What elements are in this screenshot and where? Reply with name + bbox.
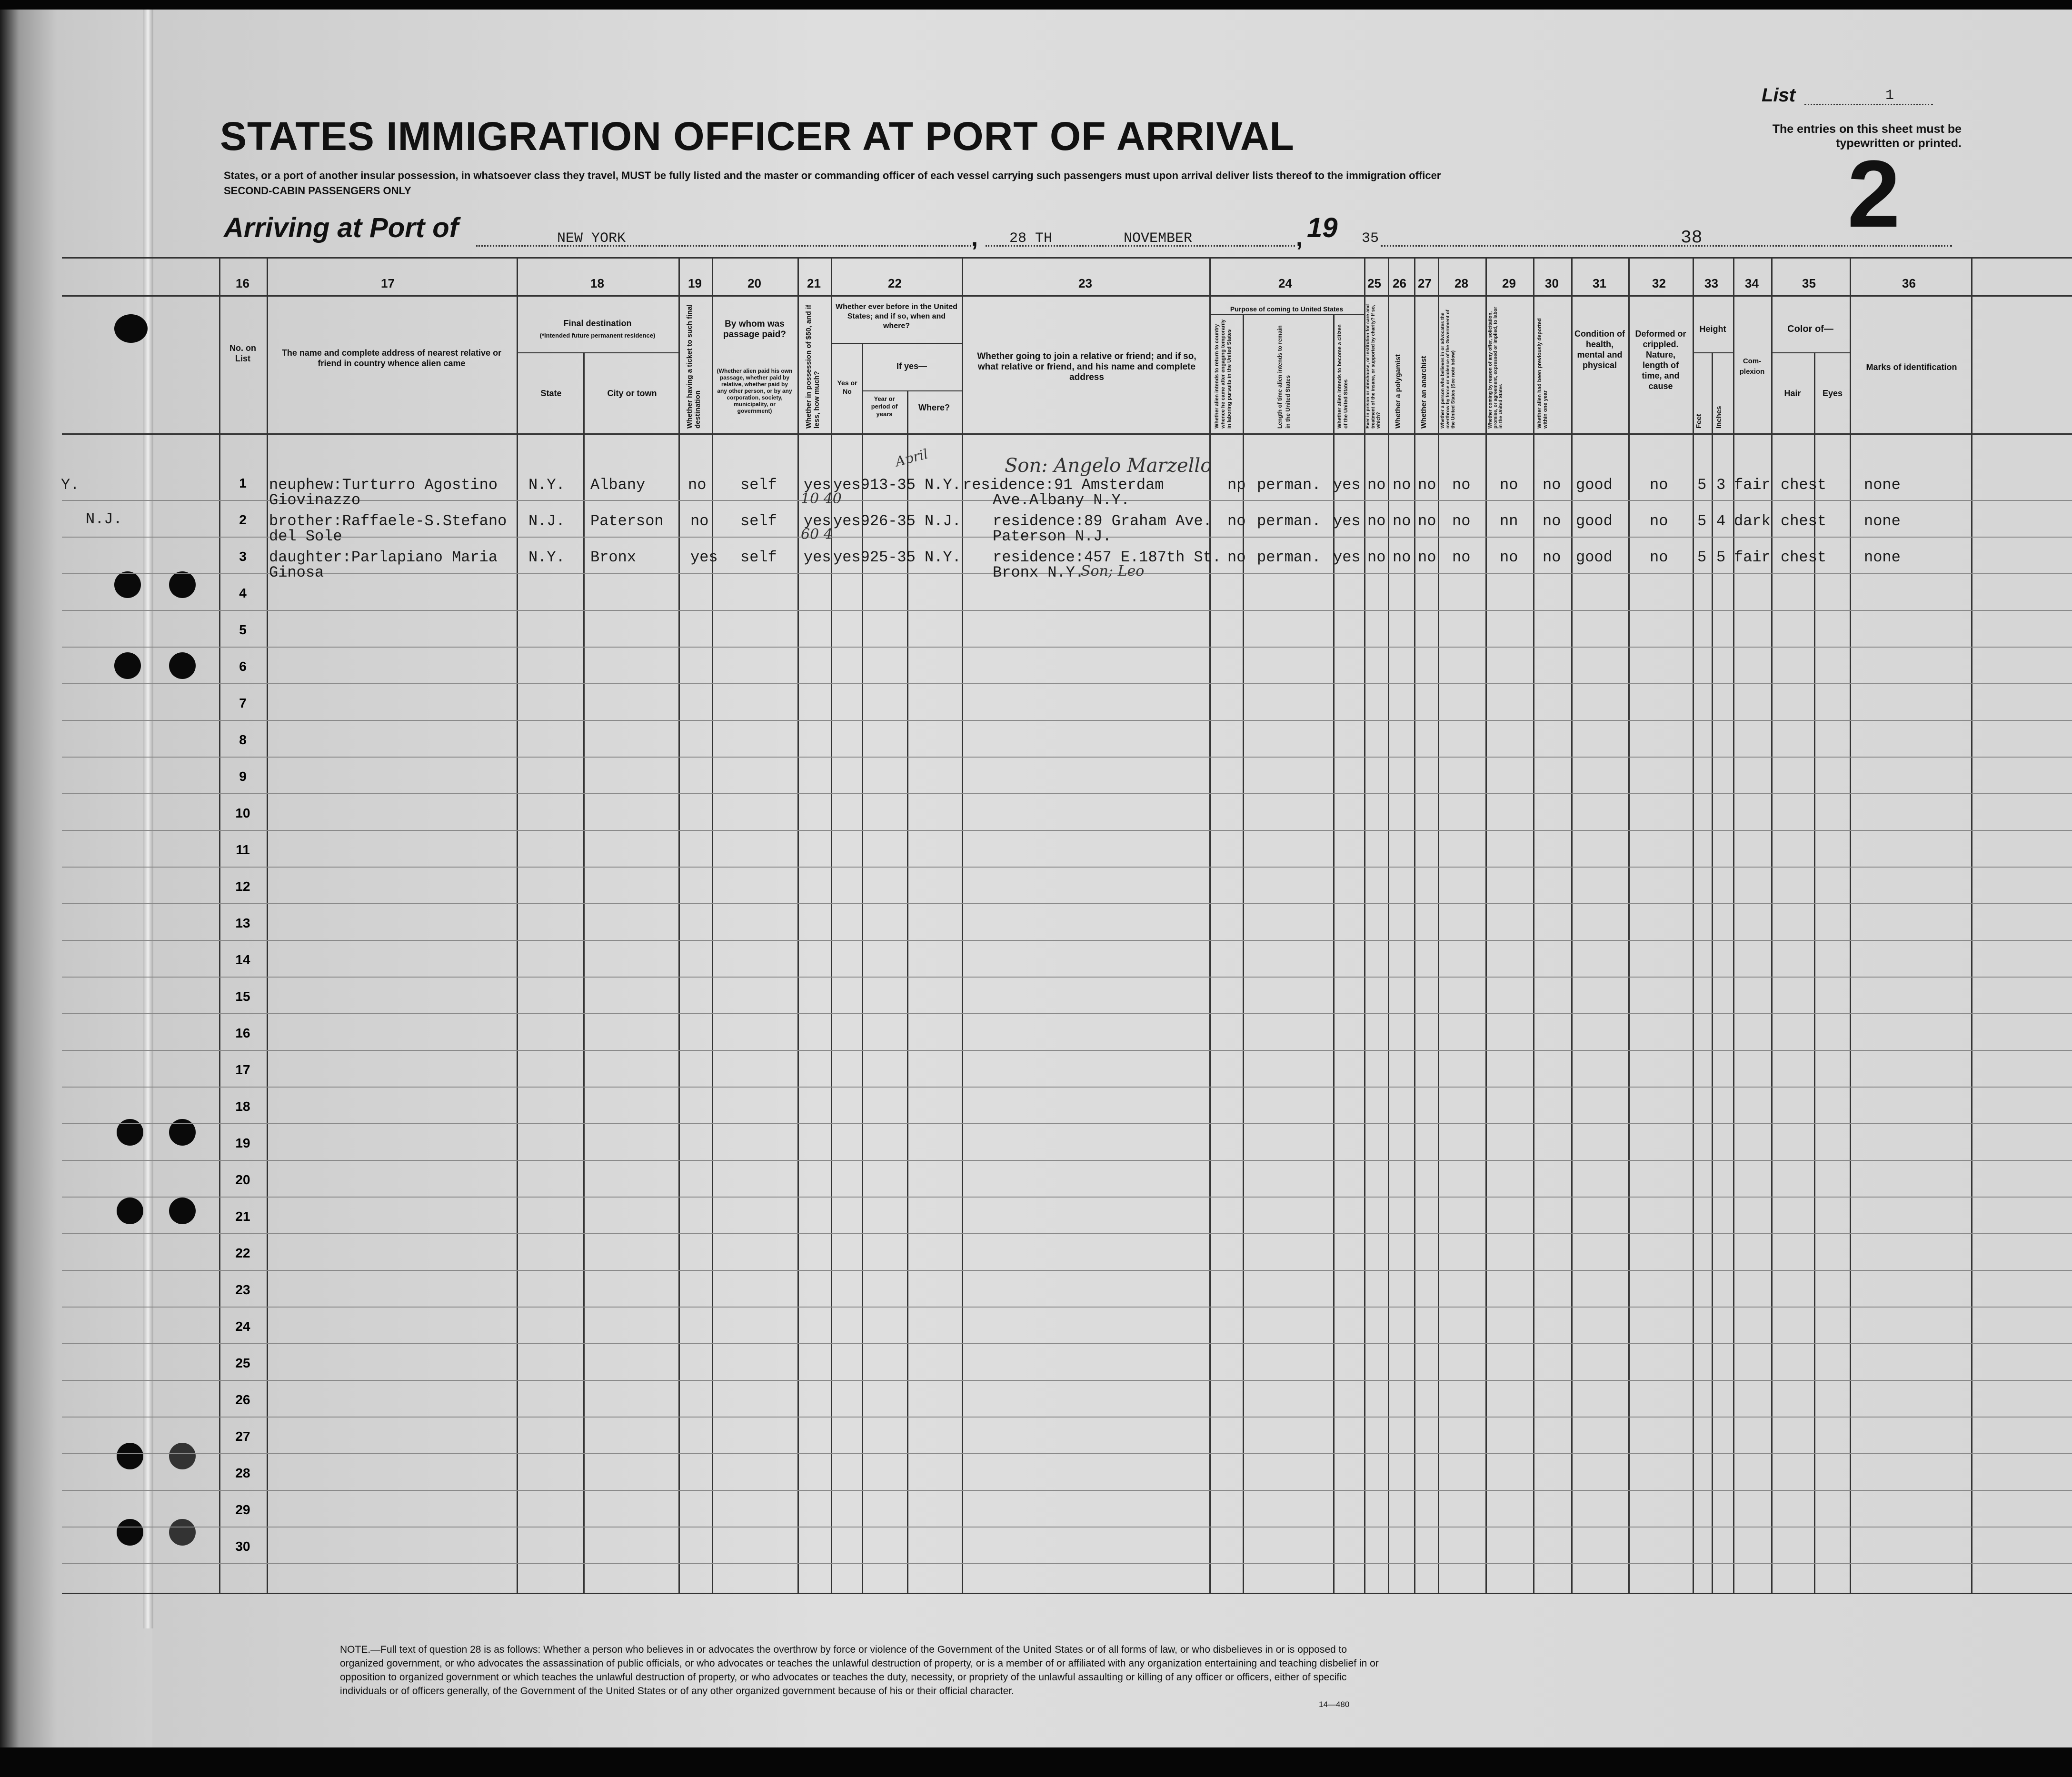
hair-color: chest xyxy=(1781,549,1827,566)
header-q30: Whether alien had been previously deported within one year xyxy=(1537,318,1548,429)
header-ever-before: Whether ever before in the United States; and if so, when and where? xyxy=(835,303,958,330)
typewritten-instruction: The entries on this sheet must be typewritten or printed. xyxy=(1772,122,1962,150)
row-number: 21 xyxy=(235,1209,250,1224)
header-prison: Ever in prison or almshouse, or institution for care and treatment of the insane, or supported by charity? If so, which? xyxy=(1365,304,1381,429)
length-stay: perman. xyxy=(1257,476,1321,494)
row-number: 18 xyxy=(235,1099,250,1114)
row-rule xyxy=(62,1270,2072,1271)
citizen: yes xyxy=(1333,549,1361,566)
q29: nn xyxy=(1500,512,1518,530)
punch-hole xyxy=(114,571,141,598)
arrival-month: NOVEMBER xyxy=(1124,230,1193,247)
join-address-cont: Ave.Albany N.Y. xyxy=(993,491,1130,509)
header-money: Whether in possession of $50, and if less, how much? xyxy=(805,304,821,429)
header-period: Year or period of years xyxy=(871,395,898,418)
height-inches: 5 xyxy=(1716,549,1726,566)
header-return-country: Whether alien intends to return to country whence he came after engaging temporarily in laboring pursuits in the United States xyxy=(1214,319,1232,429)
join-address-cont: Paterson N.J. xyxy=(993,528,1112,545)
row-rule xyxy=(62,830,2072,831)
row-number: 6 xyxy=(239,659,247,674)
row-rule xyxy=(62,757,2072,758)
header-final-destination: Final destination xyxy=(563,319,632,328)
margin-mark: N.J. xyxy=(86,510,122,528)
row-rule xyxy=(62,1380,2072,1381)
row-number: 15 xyxy=(235,989,250,1004)
row-rule xyxy=(62,647,2072,648)
header-if-yes: If yes— xyxy=(896,361,927,371)
ticket: no xyxy=(690,512,709,530)
header-inches: Inches xyxy=(1715,406,1723,429)
relative-town: del Sole xyxy=(269,528,342,545)
marks: none xyxy=(1864,476,1901,494)
row-rule xyxy=(62,1087,2072,1088)
manifest-sheet: Y. N.J. List 1 STATES IMMIGRATION OFFICER AT PORT OF ARRIVAL States, or a port of another insular possession, in whatsoever class they travel, MUST be fully listed and the master or commanding officer of each vessel carrying such passengers must upon arrival deliver lists thereof to the immigration officer SECOND-CABIN PASSENGERS ONLY The entries on this sheet must be typewritten or printed. 2 Arriving at Port of NEW YORK , 28 TH NOVEMBER , 19 35 38 16 17 18 19 20 21 22 23 24 25 26 27 28 29 30 31 32 33 34 35 36 No. on List The name and complete address of nearest relative or friend in country whence alien came Final destination (*Intended future permanent residence) State City or town Whether having a ticket to such final destination By whom was passage paid? (Whether alien paid his own passage, whether paid by relative, whether paid by any other person, or by any corporation, society, municipality, or government) Whether in possession of $50, and if less, how much? Whether ever before in the United States; and if so, when and where? Yes or No If yes— Year or period of years Where? Whether going to join a relative or friend; and if so, what relative or friend, and his name and complete address Purpose of coming to United States Whether alien intends to return to country whence he came after engaging temporarily in laboring pursuits in the United States Length of time alien intends to remain in the United States Whether alien intends to become a citizen of the United States Ever in prison or almshouse, or institution for care and treatment of the insane, or supported by charity? If so, which? Whether a polygamist Whether an anarchist Whether a person who believes in or advocates the overthrow by force or violence of the Government of the United States (See note below) Whether coming by reason of any offer, solicitation, promise, or agreement, expressed or implied, to labor in the United States Whether alien had been previously deported within one year Condition of health, mental and physical Deformed or crippled. Nature, length of time, and cause Height Feet Inches Com-plexion Color of— Hair Eyes Marks of identification 1 2 3 4 5 6 7 8 9 10 11 12 13 14 15 16 17 18 19 20 21 22 23 24 25 26 27 28 29 30 neuphew:Turturro Agostino Giovinazzo N.Y. Albany no self yes yes913-35 N.Y. residence:91 Amsterdam Ave.Albany N.Y. np perman. yes no no no no no no good no 5 3 fair chest none April Son: Angelo Marzello brother:Raffaele-S.Stefano del Sole N.J. Paterson no self yes yes926-35 N.J. residence:89 Graham Ave. Paterson N.J. no perman. yes no no no no nn no good no 5 4 dark chest none 10 40 60 4 daughter:Parlapiano Maria Ginosa N.Y. Bronx yes self yes yes925-35 N.Y. residence:457 E.187th St. Bronx N.Y. no perman. yes no no no no no no good no 5 5 fair chest none Son; Leo NOTE.—Full text of question 28 is as follows: Whether a person who believes in or advocates the overthrow by force or violence of the Government of the United States or of all forms of law, or who disbelieves in or is opposed to organized government, or who advocates the assassination of public officials, or who advocates or teaches the unlawful destruction of property, or is a member of or affiliated with any organization entertaining and teaching disbelief in or opposition to organized government or which teaches the unlawful destruction of property, or who advocates or teaches the duty, necessity, or propriety of the unlawful assaulting or killing of any officer or officers, either of specific individuals or of officers generally, of the Government of the United States or of any other organized government because of his or their official character. 14—480 xyxy=(0,10,2072,1747)
q28: no xyxy=(1452,549,1471,566)
row-number: 10 xyxy=(235,806,250,820)
row-rule xyxy=(62,1417,2072,1418)
header-polygamist: Whether a polygamist xyxy=(1394,354,1402,429)
col-num-35: 35 xyxy=(1802,276,1816,290)
ever-before: yes926-35 N.J. xyxy=(833,512,961,530)
relative-name: brother:Raffaele-S.Stefano xyxy=(269,512,507,530)
height-feet: 5 xyxy=(1697,512,1707,530)
col-num-31: 31 xyxy=(1593,276,1606,290)
port-label: Arriving at Port of xyxy=(224,212,459,243)
row-number: 1 xyxy=(239,476,247,490)
row-number: 7 xyxy=(239,696,247,710)
header-no-on-list: No. on List xyxy=(229,343,256,363)
binding-strip xyxy=(0,10,152,1747)
header-citizen: Whether alien intends to become a citizen of the United States xyxy=(1337,324,1349,429)
handwritten-note: Son; Leo xyxy=(1081,563,1145,579)
header-complexion: Com-plexion xyxy=(1739,357,1765,376)
row-rule xyxy=(62,1233,2072,1234)
row-number: 30 xyxy=(235,1539,250,1554)
length-stay: perman. xyxy=(1257,512,1321,530)
punch-hole xyxy=(114,652,141,679)
punch-hole xyxy=(169,1443,196,1469)
q29: no xyxy=(1500,549,1518,566)
form-code: 14—480 xyxy=(1319,1700,1350,1709)
col-num-32: 32 xyxy=(1652,276,1666,290)
row-number: 25 xyxy=(235,1356,250,1370)
row-number: 26 xyxy=(235,1392,250,1407)
header-purpose: Purpose of coming to United States xyxy=(1230,305,1344,313)
header-ticket: Whether having a ticket to such final destination xyxy=(686,304,702,429)
row-rule xyxy=(62,903,2072,904)
row-rule xyxy=(62,977,2072,978)
row-number: 23 xyxy=(235,1282,250,1297)
join-address: residence:91 Amsterdam xyxy=(963,476,1164,494)
col-num-19: 19 xyxy=(688,276,702,290)
passage-paid-by: self xyxy=(740,549,777,566)
punch-hole xyxy=(169,1198,196,1224)
join-address: residence:457 E.187th St. xyxy=(993,549,1222,566)
col-num-22: 22 xyxy=(888,276,902,290)
deformed: no xyxy=(1650,549,1668,566)
q30: no xyxy=(1543,549,1561,566)
hair-color: chest xyxy=(1781,512,1827,530)
ever-before: yes925-35 N.Y. xyxy=(833,549,961,566)
row-rule xyxy=(62,940,2072,941)
height-feet: 5 xyxy=(1697,549,1707,566)
join-address-cont: Bronx N.Y. xyxy=(993,564,1085,581)
polygamist: no xyxy=(1393,512,1411,530)
q28: no xyxy=(1452,512,1471,530)
ticket: no xyxy=(688,476,707,494)
dest-state: N.Y. xyxy=(528,476,565,494)
col-num-34: 34 xyxy=(1745,276,1759,290)
col-num-24: 24 xyxy=(1278,276,1292,290)
q30: no xyxy=(1543,476,1561,494)
col-num-23: 23 xyxy=(1078,276,1092,290)
header-passage-paid-note: (Whether alien paid his own passage, whether paid by relative, whether paid by any other person, or by any corporation, society, municipality, or government) xyxy=(717,368,793,414)
passage-paid-by: self xyxy=(740,512,777,530)
footer-note: NOTE.—Full text of question 28 is as follows: Whether a person who believes in or advocates the overthrow by force or violence of the Government of the United States or of all forms of law, or who disbelieves in or is opposed to organized government, or who advocates the assassination of public officials, or who advocates or teaches the unlawful destruction of property, or is a member of or affiliated with any organization entertaining and teaching disbelief in or opposition to organized government or which teaches the unlawful destruction of property, or who advocates or teaches the duty, necessity, or propriety of the unlawful assaulting or killing of any officer or officers, either of specific individuals or of officers generally, of the Government of the United States or of any other organized government because of his or their official character. xyxy=(340,1644,1379,1697)
arrival-day: 28 TH xyxy=(1009,230,1053,247)
col-num-26: 26 xyxy=(1393,276,1406,290)
row-rule xyxy=(62,1123,2072,1124)
row-number: 24 xyxy=(235,1319,250,1334)
row-number: 22 xyxy=(235,1246,250,1260)
header-hair: Hair xyxy=(1784,389,1801,398)
relative-town: Giovinazzo xyxy=(269,491,361,509)
header-feet: Feet xyxy=(1695,414,1703,429)
dest-city: Paterson xyxy=(590,512,664,530)
row-number: 2 xyxy=(239,512,247,527)
join-address: residence:89 Graham Ave. xyxy=(993,512,1212,530)
header-city: City or town xyxy=(607,389,657,398)
health: good xyxy=(1576,549,1613,566)
row-rule xyxy=(62,610,2072,611)
height-inches: 4 xyxy=(1716,512,1726,530)
punch-hole xyxy=(117,1519,143,1546)
header-height: Height xyxy=(1699,324,1726,334)
row-number: 20 xyxy=(235,1172,250,1187)
header-eyes: Eyes xyxy=(1822,389,1843,398)
header-q29: Whether coming by reason of any offer, solicitation, promise, or agreement, expressed or implied, to labor in the United States xyxy=(1488,307,1504,429)
health: good xyxy=(1576,476,1613,494)
q28: no xyxy=(1452,476,1471,494)
ticket: yes xyxy=(690,549,718,566)
length-stay: perman. xyxy=(1257,549,1321,566)
header-final-destination-note: (*Intended future permanent residence) xyxy=(539,332,656,339)
row-number: 19 xyxy=(235,1136,250,1150)
citizen: yes xyxy=(1333,476,1361,494)
header-yes-no: Yes or No xyxy=(837,379,857,395)
row-number: 8 xyxy=(239,732,247,747)
complexion: fair xyxy=(1734,549,1771,566)
q30: no xyxy=(1543,512,1561,530)
col-num-17: 17 xyxy=(381,276,395,290)
dest-state: N.Y. xyxy=(528,549,565,566)
citizen: yes xyxy=(1333,512,1361,530)
passage-paid-by: self xyxy=(740,476,777,494)
polygamist: no xyxy=(1393,476,1411,494)
q29: no xyxy=(1500,476,1518,494)
dest-city: Bronx xyxy=(590,549,637,566)
height-inches: 3 xyxy=(1716,476,1726,494)
marks: none xyxy=(1864,512,1901,530)
header-where: Where? xyxy=(918,403,950,412)
handwritten-note: 10 40 xyxy=(801,490,842,507)
handwritten-note: April xyxy=(893,446,930,470)
col-num-28: 28 xyxy=(1454,276,1468,290)
year-suffix: 35 xyxy=(1362,230,1379,247)
relative-name: daughter:Parlapiano Maria xyxy=(269,549,498,566)
header-length-stay: Length of time alien intends to remain in the United States xyxy=(1276,325,1291,429)
row-rule xyxy=(62,683,2072,684)
margin-mark: Y. xyxy=(61,476,80,494)
col-num-27: 27 xyxy=(1418,276,1432,290)
row-number: 9 xyxy=(239,769,247,784)
subtitle-line: States, or a port of another insular possession, in whatsoever class they travel, MUST be fully listed and the master or commanding officer of each vessel carrying such passengers must upon arrival deliver lists thereof to the immigration officer xyxy=(224,170,1441,181)
col-num-33: 33 xyxy=(1704,276,1718,290)
row-rule xyxy=(62,1307,2072,1308)
year-prefix: 19 xyxy=(1307,212,1338,243)
header-color-of: Color of— xyxy=(1787,324,1833,334)
row-number: 14 xyxy=(235,952,250,967)
header-marks: Marks of identification xyxy=(1866,362,1957,372)
anarchist: no xyxy=(1418,549,1436,566)
col-num-20: 20 xyxy=(747,276,761,290)
col-num-30: 30 xyxy=(1545,276,1559,290)
deformed: no xyxy=(1650,476,1668,494)
punch-hole xyxy=(169,1519,196,1546)
page-title: STATES IMMIGRATION OFFICER AT PORT OF ARRIVAL xyxy=(220,114,1295,159)
punch-hole xyxy=(117,1443,143,1469)
dest-city: Albany xyxy=(590,476,646,494)
punch-hole xyxy=(114,314,148,343)
anarchist: no xyxy=(1418,476,1436,494)
relative-town: Ginosa xyxy=(269,564,324,581)
header-join-relative: Whether going to join a relative or friend; and if so, what relative or friend, and his name and complete address xyxy=(977,351,1196,382)
header-nearest-relative: The name and complete address of nearest relative or friend in country whence alien came xyxy=(281,348,502,368)
temporary: no xyxy=(1227,512,1246,530)
row-rule xyxy=(62,1343,2072,1344)
row-rule xyxy=(62,1490,2072,1491)
prison: no xyxy=(1367,512,1386,530)
row-rule xyxy=(62,1563,2072,1564)
row-rule xyxy=(62,867,2072,868)
col-num-16: 16 xyxy=(236,276,249,290)
ever-before: yes913-35 N.Y. xyxy=(833,476,961,494)
handwritten-note: 60 4 xyxy=(801,526,833,543)
deformed: no xyxy=(1650,512,1668,530)
row-rule xyxy=(62,793,2072,794)
punch-hole xyxy=(169,652,196,679)
row-number: 16 xyxy=(235,1026,250,1040)
row-rule xyxy=(62,1013,2072,1014)
marks: none xyxy=(1864,549,1901,566)
row-rule xyxy=(62,1050,2072,1051)
col-num-36: 36 xyxy=(1902,276,1916,290)
money: yes xyxy=(804,476,831,494)
header-state: State xyxy=(540,389,562,398)
complexion: dark xyxy=(1734,512,1771,530)
money: yes xyxy=(804,549,831,566)
relative-name: neuphew:Turturro Agostino xyxy=(269,476,498,494)
header-q28: Whether a person who believes in or advocates the overthrow by force or violence of the Government of the United States (See note below) xyxy=(1440,309,1456,429)
list-number: 1 xyxy=(1885,88,1894,104)
complexion: fair xyxy=(1734,476,1771,494)
prison: no xyxy=(1367,549,1386,566)
port-value: NEW YORK xyxy=(557,230,626,247)
row-number: 29 xyxy=(235,1502,250,1517)
row-number: 12 xyxy=(235,879,250,894)
hair-color: chest xyxy=(1781,476,1827,494)
row-rule xyxy=(62,1453,2072,1454)
header-deformed: Deformed or crippled. Nature, length of time, and cause xyxy=(1635,329,1686,391)
prison: no xyxy=(1367,476,1386,494)
dest-state: N.J. xyxy=(528,512,565,530)
row-number: 11 xyxy=(236,842,250,857)
height-feet: 5 xyxy=(1697,476,1707,494)
list-label: List xyxy=(1762,85,1796,106)
row-number: 28 xyxy=(235,1466,250,1480)
header-passage-paid: By whom was passage paid? xyxy=(723,319,786,339)
subtitle-class: SECOND-CABIN PASSENGERS ONLY xyxy=(224,185,411,197)
row-number: 3 xyxy=(239,549,247,564)
temporary: no xyxy=(1227,549,1246,566)
col-num-18: 18 xyxy=(590,276,604,290)
row-number: 4 xyxy=(239,586,247,600)
page-reference: 38 xyxy=(1681,228,1703,248)
handwritten-note: Son: Angelo Marzello xyxy=(1005,455,1212,477)
punch-hole xyxy=(169,571,196,598)
col-num-25: 25 xyxy=(1367,276,1381,290)
row-rule xyxy=(62,720,2072,721)
anarchist: no xyxy=(1418,512,1436,530)
polygamist: no xyxy=(1393,549,1411,566)
row-number: 17 xyxy=(235,1062,250,1077)
row-rule xyxy=(62,1160,2072,1161)
row-number: 5 xyxy=(239,622,247,637)
sheet-number: 2 xyxy=(1847,141,1901,247)
punch-hole xyxy=(117,1198,143,1224)
row-rule xyxy=(62,1197,2072,1198)
col-num-21: 21 xyxy=(807,276,821,290)
col-num-29: 29 xyxy=(1502,276,1516,290)
row-number: 13 xyxy=(235,916,250,930)
header-anarchist: Whether an anarchist xyxy=(1420,356,1428,429)
temporary: np xyxy=(1227,476,1246,494)
money: yes xyxy=(804,512,831,530)
row-number: 27 xyxy=(235,1429,250,1444)
binding-edge xyxy=(143,10,153,1628)
header-health: Condition of health, mental and physical xyxy=(1574,329,1625,370)
health: good xyxy=(1576,512,1613,530)
